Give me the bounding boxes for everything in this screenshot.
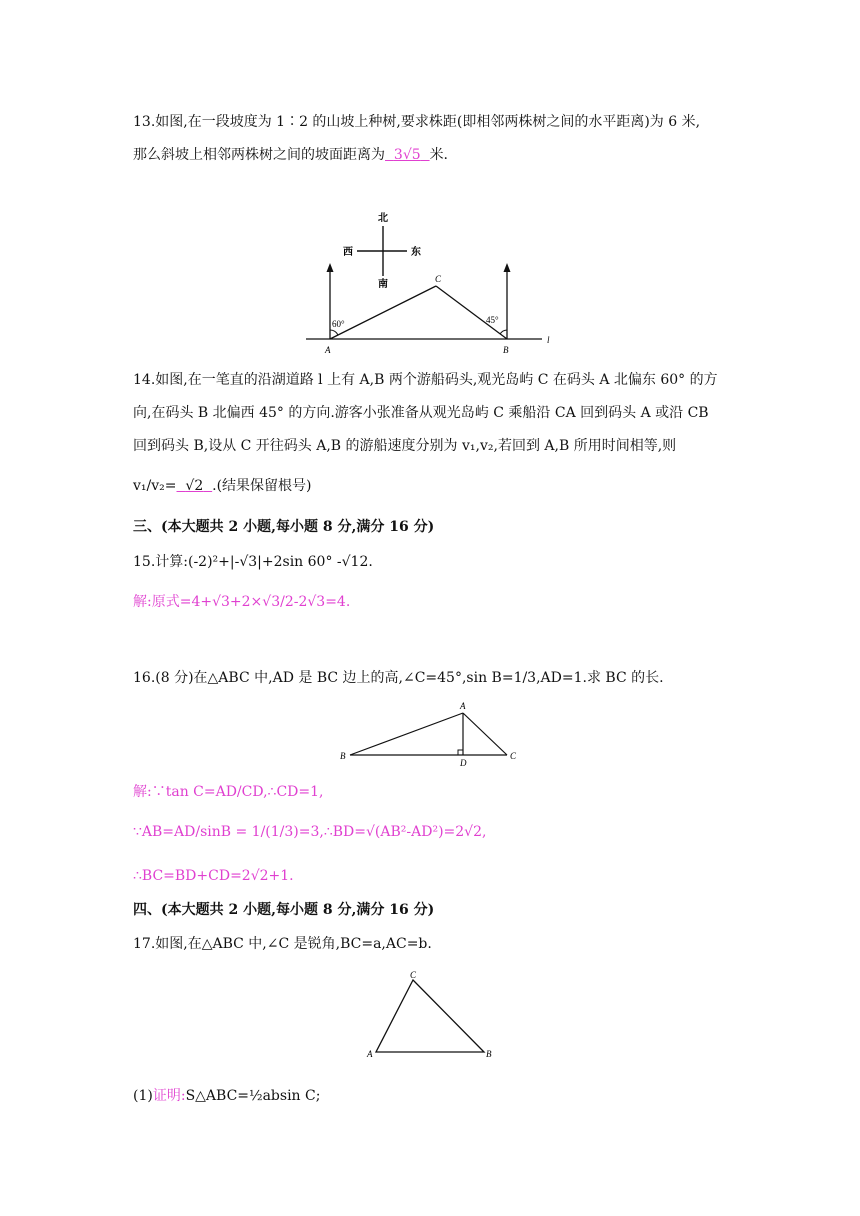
q15-solution: 解:原式=4+√3+2×√3/2-2√3=4.	[133, 594, 351, 610]
q17-part1-label: 证明:	[152, 1088, 186, 1104]
side-ba	[350, 713, 463, 755]
compass-west: 西	[343, 247, 353, 258]
side-cb	[436, 286, 507, 339]
line-l-label: l	[547, 335, 550, 345]
f16-point-a: A	[460, 701, 466, 711]
f16-point-d: D	[460, 758, 467, 768]
q13-line2-pre: 那么斜坡上相邻两株树之间的坡面距离为	[133, 147, 385, 163]
figure-17	[365, 968, 500, 1063]
figure-16	[335, 700, 525, 770]
f17-point-c: C	[410, 970, 417, 980]
q14-ratio: v₁/v₂=	[133, 478, 177, 494]
q16-question: 16.(8 分)在△ABC 中,AD 是 BC 边上的高,∠C=45°,sin B=1/3,AD=1.求 BC 的长.	[133, 670, 664, 686]
q14-answer-blank	[177, 478, 213, 494]
q13-answer-blank	[385, 147, 430, 163]
point-c: C	[435, 274, 442, 284]
q14-line3: 回到码头 B,设从 C 开往码头 A,B 的游船速度分别为 v₁,v₂,若回到 A,B 所用时间相等,则	[133, 438, 677, 454]
angle-a-label: 60°	[332, 319, 345, 329]
q16-solution-1: 解:∵tan C=AD/CD,∴CD=1,	[133, 784, 324, 800]
q14-line2: 向,在码头 B 北偏西 45° 的方向.游客小张准备从观光岛屿 C 乘船沿 CA 回到码头 A 或沿 CB	[133, 405, 709, 421]
q14-line4	[133, 476, 312, 496]
section-3-heading: 三、(本大题共 2 小题,每小题 8 分,满分 16 分)	[133, 519, 435, 535]
q15-question: 15.计算:(-2)²+|-√3|+2sin 60° -√12.	[133, 554, 373, 570]
f16-point-c: C	[510, 751, 517, 761]
q17-part1-formula: S△ABC=½absin C;	[185, 1088, 321, 1104]
q13-answer: 3√5	[393, 147, 421, 163]
point-b: B	[503, 345, 509, 355]
q14-answer: √2	[185, 478, 204, 494]
compass-south: 南	[378, 279, 388, 290]
q17-part1-num: (1)	[133, 1088, 153, 1104]
q13-line1: 13.如图,在一段坡度为 1∶2 的山坡上种树,要求株距(即相邻两株树之间的水平距离)为 6 米,	[133, 114, 701, 130]
compass-north: 北	[378, 213, 388, 224]
compass-east: 东	[411, 247, 421, 258]
figure-14	[300, 255, 570, 360]
q14-line1: 14.如图,在一笔直的沿湖道路 l 上有 A,B 两个游船码头,观光岛屿 C 在码头 A 北偏东 60° 的方	[133, 372, 718, 388]
f16-point-b: B	[340, 751, 346, 761]
q17-question: 17.如图,在△ABC 中,∠C 是锐角,BC=a,AC=b.	[133, 936, 432, 952]
q16-solution-2: ∵AB=AD/sinB = 1/(1/3)=3,∴BD=√(AB²-AD²)=2√2,	[133, 824, 487, 840]
angle-b-label: 45°	[486, 315, 499, 325]
q13-line2	[133, 145, 448, 165]
side-ca	[330, 286, 436, 339]
q14-line4-post: .(结果保留根号)	[212, 478, 312, 494]
q16-solution-3: ∴BC=BD+CD=2√2+1.	[133, 868, 294, 884]
point-a: A	[325, 345, 331, 355]
section-4-heading: 四、(本大题共 2 小题,每小题 8 分,满分 16 分)	[133, 902, 435, 918]
side-ac	[463, 713, 507, 755]
f17-point-a: A	[367, 1049, 373, 1059]
q13-line2-post: 米.	[429, 147, 449, 163]
triangle-abc	[376, 980, 484, 1052]
q17-part1	[133, 1086, 320, 1106]
f17-point-b: B	[486, 1049, 492, 1059]
